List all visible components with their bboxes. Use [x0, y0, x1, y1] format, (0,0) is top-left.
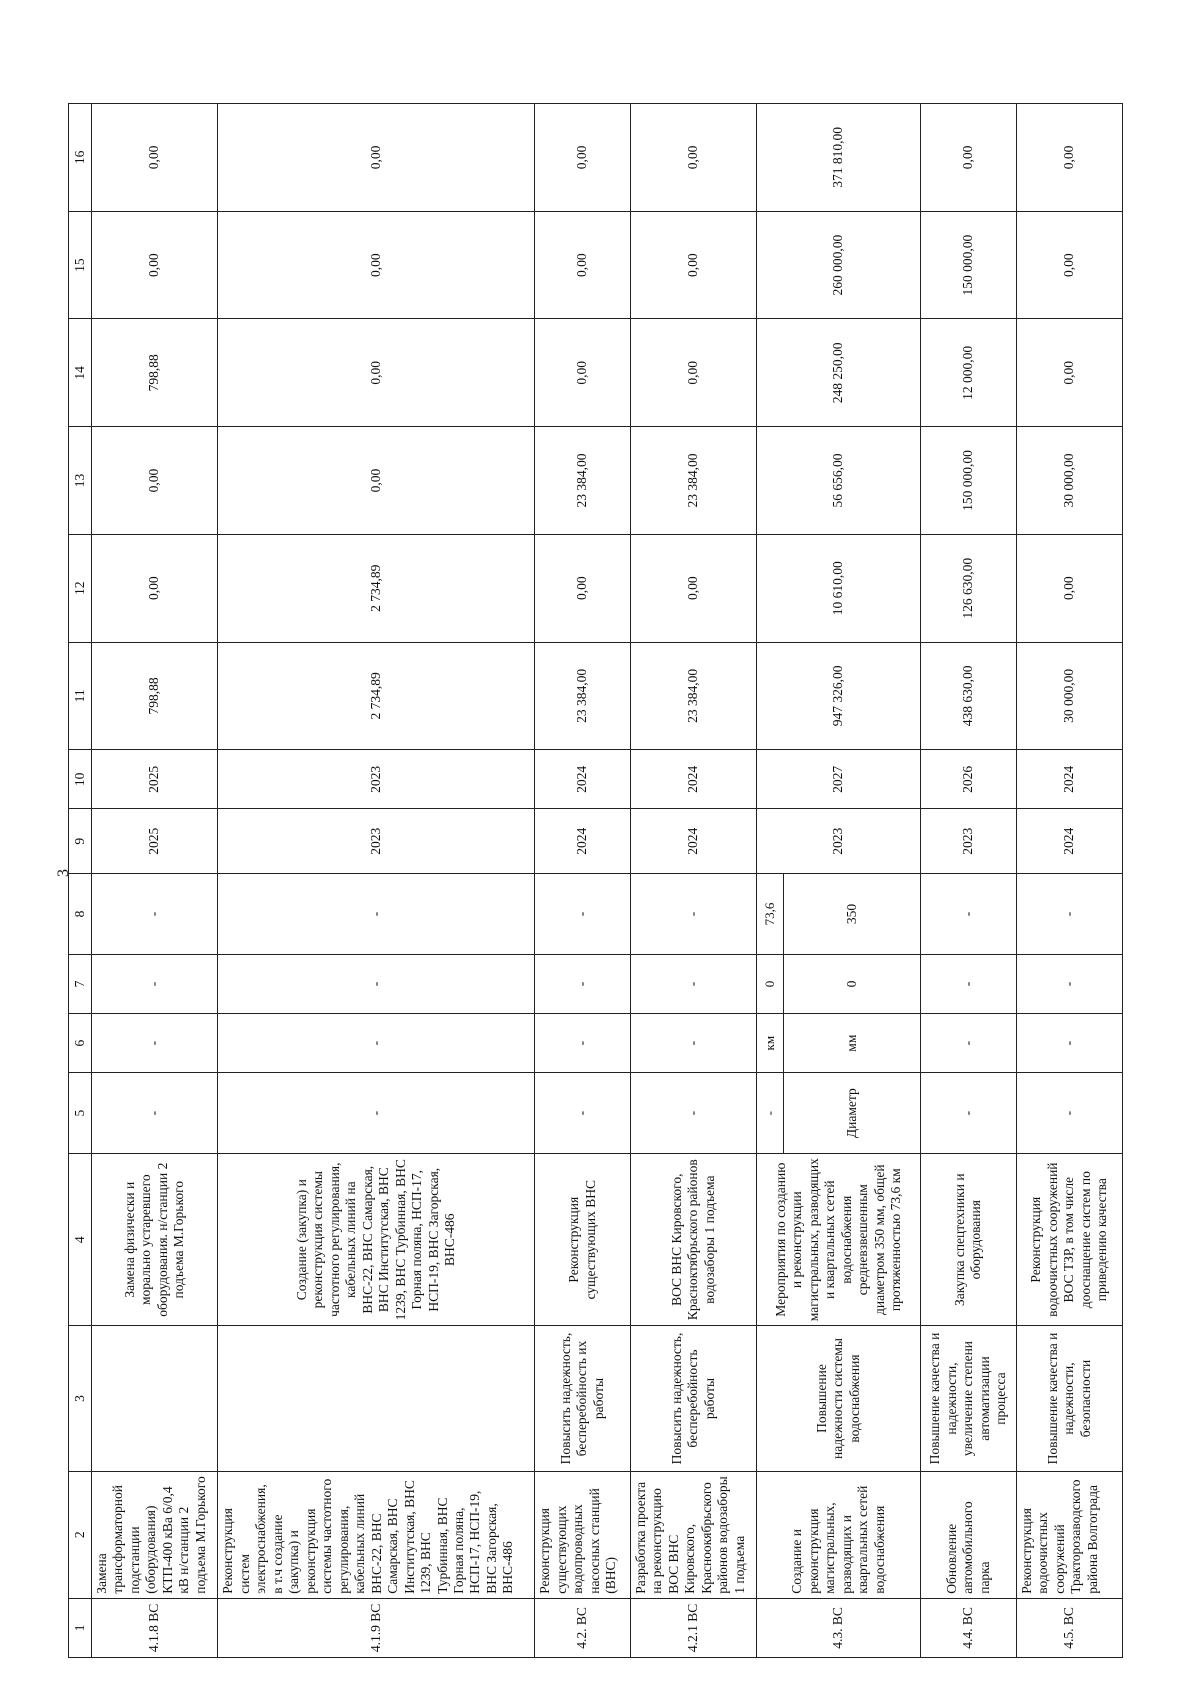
cell-end-year: 2025 [91, 749, 217, 808]
cell-unit: - [630, 1013, 756, 1072]
cell-goal: Повысить надежность, бесперебойность работы [630, 1325, 756, 1470]
cell-goal: Повышение качества и надежности, безопасности [1016, 1325, 1122, 1470]
cell-cost-2023: 0,00 [91, 534, 217, 642]
cell-object-name: Разработка проекта на реконструкцию ВОС ВНС Кировского, Красноокябрьского районов водозаборы 1 подъема [630, 1471, 756, 1598]
cell-start-year: 2023 [217, 808, 534, 873]
cell-start-year: 2023 [920, 808, 1016, 873]
cell-description: Мероприятия по созданию и реконструкции магистральных, разводящих и квартальных сетей водоснабжения средневзвешенным диаметром 350 мм, общей протяженностью 73,6 км [756, 1153, 920, 1325]
col-header: 5 [68, 1072, 91, 1153]
cell-goal: Повышение качества и надежности, увеличение степени автоматизации процесса [920, 1325, 1016, 1470]
table-row [630, 103, 756, 1657]
cell-value-before: - [920, 954, 1016, 1013]
table-row [217, 103, 534, 1657]
page-number: 3 [55, 869, 72, 877]
cell-cost-2023: 2 734,89 [217, 534, 534, 642]
cell-cost-2027: 371 810,00 [756, 103, 920, 211]
cell-object-name: Замена трансформаторной подстанции (оборудования) КТП-400 кВа 6/0,4 кВ н/станции 2 подъема М.Горького [91, 1471, 217, 1598]
cell-description: Создание (закупка) и реконструкция системы частотного регулирования, кабельных линий на ВНС-22, ВНС Самарская, ВНС Институтская, ВНС 1239, ВНС Турбинная, ВНС Горная поляна, НСП-17, НСП-19, ВНС Загорская, ВНС-486 [217, 1153, 534, 1325]
cell-indicator: - [534, 1072, 630, 1153]
cell-end-year: 2027 [756, 749, 920, 808]
cell-start-year: 2024 [630, 808, 756, 873]
cell-cost-2027: 0,00 [534, 103, 630, 211]
cell-total-cost: 438 630,00 [920, 642, 1016, 750]
cell-start-year: 2023 [756, 808, 920, 873]
cell-cost-2025: 0,00 [1016, 319, 1122, 427]
cell-value-before: - [1016, 954, 1122, 1013]
cell-unit: мм [783, 1013, 921, 1072]
cell-item-number: 4.5. ВС [1016, 1598, 1122, 1657]
cell-cost-2025: 12 000,00 [920, 319, 1016, 427]
cell-value-before: 0 [783, 954, 921, 1013]
cell-cost-2025: 0,00 [217, 319, 534, 427]
col-header: 7 [68, 954, 91, 1013]
col-header: 11 [68, 642, 91, 750]
cell-cost-2024: 0,00 [217, 426, 534, 534]
cell-cost-2027: 0,00 [91, 103, 217, 211]
cell-item-number: 4.1.9 ВС [217, 1598, 534, 1657]
cell-value-before: - [217, 954, 534, 1013]
cell-cost-2025: 0,00 [534, 319, 630, 427]
cell-value-after: 350 [783, 873, 921, 954]
cell-cost-2025: 248 250,00 [756, 319, 920, 427]
cell-end-year: 2024 [1016, 749, 1122, 808]
col-header: 13 [68, 426, 91, 534]
cell-cost-2027: 0,00 [1016, 103, 1122, 211]
cell-cost-2023: 0,00 [630, 534, 756, 642]
cell-cost-2023: 126 630,00 [920, 534, 1016, 642]
cell-goal [217, 1325, 534, 1470]
cell-cost-2023: 0,00 [1016, 534, 1122, 642]
cell-unit: - [91, 1013, 217, 1072]
cell-object-name: Создание и реконструкция магистральных, разводящих и квартальных сетей водоснабжения [756, 1471, 920, 1598]
cell-unit: - [920, 1013, 1016, 1072]
investment-table-wrapper [68, 103, 1123, 1658]
cell-cost-2024: 0,00 [91, 426, 217, 534]
cell-description: Замена физически и морально устаревшего оборудования. н/станции 2 подъема М.Горького [91, 1153, 217, 1325]
table-row [756, 103, 782, 1657]
column-number-row [68, 103, 91, 1657]
col-header: 12 [68, 534, 91, 642]
cell-description: ВОС ВНС Кировского, Красноктябрьского районов водозаборы 1 подъема [630, 1153, 756, 1325]
cell-indicator: Диаметр [783, 1072, 921, 1153]
cell-indicator: - [1016, 1072, 1122, 1153]
col-header: 3 [68, 1325, 91, 1470]
cell-value-before: - [534, 954, 630, 1013]
cell-cost-2026: 0,00 [1016, 211, 1122, 319]
cell-item-number: 4.3. ВС [756, 1598, 920, 1657]
cell-indicator: - [91, 1072, 217, 1153]
cell-end-year: 2024 [630, 749, 756, 808]
cell-start-year: 2024 [534, 808, 630, 873]
cell-total-cost: 30 000,00 [1016, 642, 1122, 750]
cell-cost-2027: 0,00 [630, 103, 756, 211]
cell-cost-2023: 0,00 [534, 534, 630, 642]
col-header: 8 [68, 873, 91, 954]
cell-description: Закупка спецтехники и оборудования [920, 1153, 1016, 1325]
cell-cost-2024: 30 000,00 [1016, 426, 1122, 534]
cell-value-before: - [630, 954, 756, 1013]
col-header: 6 [68, 1013, 91, 1072]
cell-value-after: - [217, 873, 534, 954]
cell-end-year: 2024 [534, 749, 630, 808]
cell-value-after: - [1016, 873, 1122, 954]
cell-total-cost: 23 384,00 [534, 642, 630, 750]
cell-object-name: Реконструкция существующих водопроводных насосных станций (ВНС) [534, 1471, 630, 1598]
cell-object-name: Реконструкция водоочистных сооружений Тракторозаводского района Волгограда [1016, 1471, 1122, 1598]
cell-goal: Повысить надежность, бесперебойность их работы [534, 1325, 630, 1470]
table-row [534, 103, 630, 1657]
cell-unit: - [1016, 1013, 1122, 1072]
cell-cost-2024: 150 000,00 [920, 426, 1016, 534]
col-header: 15 [68, 211, 91, 319]
cell-cost-2026: 0,00 [91, 211, 217, 319]
table-row [920, 103, 1016, 1657]
cell-indicator: - [920, 1072, 1016, 1153]
cell-goal [91, 1325, 217, 1470]
cell-cost-2023: 10 610,00 [756, 534, 920, 642]
cell-value-after: - [91, 873, 217, 954]
table-row [1016, 103, 1122, 1657]
col-header: 2 [68, 1471, 91, 1598]
cell-start-year: 2025 [91, 808, 217, 873]
cell-total-cost: 798,88 [91, 642, 217, 750]
cell-total-cost: 23 384,00 [630, 642, 756, 750]
cell-indicator: - [630, 1072, 756, 1153]
cell-value-before: - [91, 954, 217, 1013]
cell-value-after: - [920, 873, 1016, 954]
cell-cost-2024: 56 656,00 [756, 426, 920, 534]
cell-end-year: 2026 [920, 749, 1016, 808]
col-header: 1 [68, 1598, 91, 1657]
cell-value-after: - [534, 873, 630, 954]
col-header: 10 [68, 749, 91, 808]
cell-unit: - [534, 1013, 630, 1072]
cell-end-year: 2023 [217, 749, 534, 808]
cell-item-number: 4.4. ВС [920, 1598, 1016, 1657]
col-header: 4 [68, 1153, 91, 1325]
col-header: 14 [68, 319, 91, 427]
cell-cost-2026: 0,00 [217, 211, 534, 319]
cell-total-cost: 947 326,00 [756, 642, 920, 750]
cell-unit: км [756, 1013, 782, 1072]
cell-cost-2024: 23 384,00 [534, 426, 630, 534]
cell-item-number: 4.2. ВС [534, 1598, 630, 1657]
cell-value-before: 0 [756, 954, 782, 1013]
cell-cost-2027: 0,00 [920, 103, 1016, 211]
cell-cost-2026: 150 000,00 [920, 211, 1016, 319]
col-header: 16 [68, 103, 91, 211]
cell-cost-2024: 23 384,00 [630, 426, 756, 534]
cell-indicator: - [756, 1072, 782, 1153]
cell-item-number: 4.1.8 ВС [91, 1598, 217, 1657]
cell-value-after: 73,6 [756, 873, 782, 954]
col-header: 9 [68, 808, 91, 873]
cell-cost-2027: 0,00 [217, 103, 534, 211]
cell-start-year: 2024 [1016, 808, 1122, 873]
cell-value-after: - [630, 873, 756, 954]
cell-item-number: 4.2.1 ВС [630, 1598, 756, 1657]
cell-description: Реконструкция существующих ВНС [534, 1153, 630, 1325]
cell-total-cost: 2 734,89 [217, 642, 534, 750]
cell-cost-2026: 0,00 [534, 211, 630, 319]
cell-object-name: Обновление автомобильного парка [920, 1471, 1016, 1598]
cell-unit: - [217, 1013, 534, 1072]
cell-object-name: Реконструкция систем электроснабжения, в т.ч создание (закупка) и реконструкция системы частотного регулирования, кабельных линий ВНС-22, ВНС Самарская, ВНС Институтская, ВНС 1239, ВНС Турбинная, ВНС Горная поляна, НСП-17, НСП-19, ВНС Загорская, ВНС-486 [217, 1471, 534, 1598]
cell-description: Реконструкция водоочистных сооружений ВОС ТЗР, в том числе дооснащение систем по приведению качества [1016, 1153, 1122, 1325]
table-row [91, 103, 217, 1657]
cell-indicator: - [217, 1072, 534, 1153]
cell-cost-2026: 0,00 [630, 211, 756, 319]
cell-goal: Повышение надежности системы водоснабжения [756, 1325, 920, 1470]
cell-cost-2025: 0,00 [630, 319, 756, 427]
cell-cost-2025: 798,88 [91, 319, 217, 427]
cell-cost-2026: 260 000,00 [756, 211, 920, 319]
investment-table [68, 103, 1123, 1658]
